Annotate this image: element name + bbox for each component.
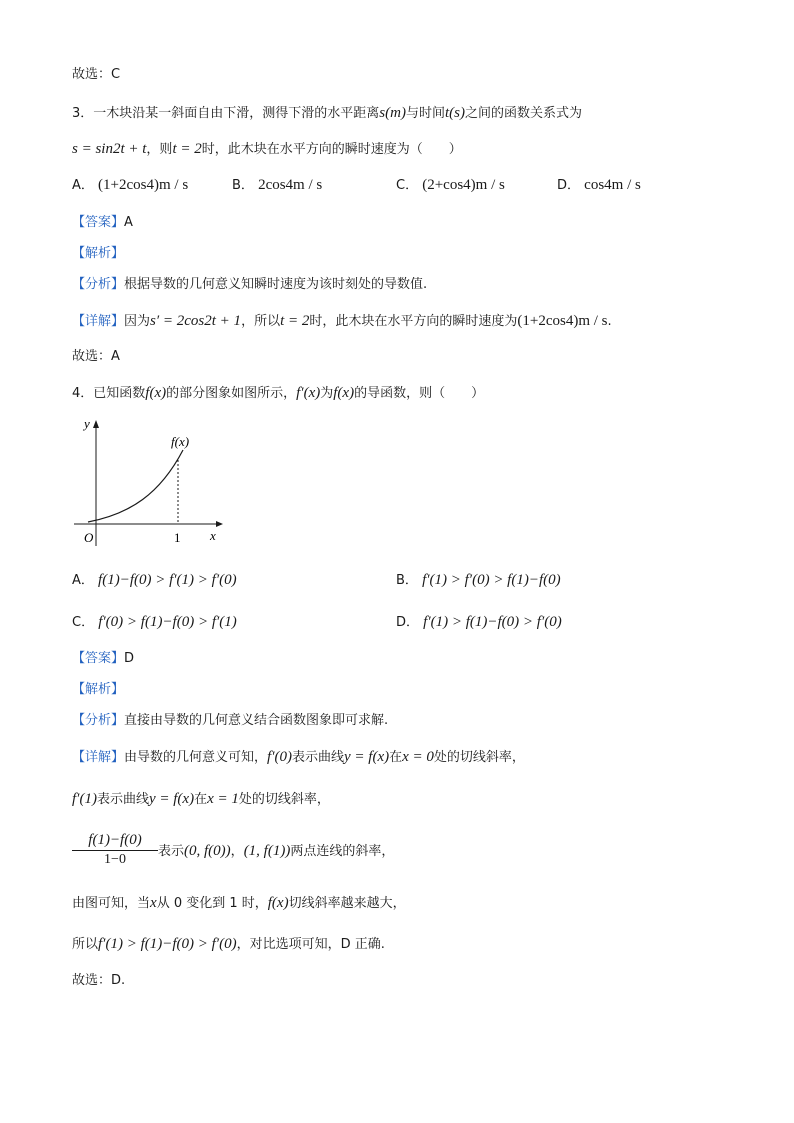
q3-xiangjie-tag: 【详解】 — [72, 314, 125, 329]
x-axis-label: x — [210, 528, 216, 543]
q4-xiangjie-line1: 【详解】由导数的几何意义可知，f′(0)表示曲线y = f(x)在x = 0处的切线斜率， — [72, 749, 525, 765]
q3-option-d: D． cos4m / s — [557, 177, 641, 193]
q4-option-c: C． f′(0) > f(1)−f(0) > f′(1) — [72, 614, 237, 630]
q3-stem-end: 之间的函数关系式为 — [464, 106, 582, 121]
q4-option-d: D． f′(1) > f(1)−f(0) > f′(0) — [396, 614, 562, 630]
q4-xiangjie-tag: 【详解】 — [72, 750, 125, 765]
q3-answer-line — [72, 214, 133, 232]
y-axis-arrow — [93, 420, 99, 428]
q4-fprime-x: f′(x) — [296, 385, 321, 401]
q4-xiangjie-line5: 所以f′(1) > f(1)−f(0) > f′(0)，对比选项可知，D 正确. — [72, 936, 385, 952]
x-axis-arrow — [216, 521, 223, 527]
q3-velocity-result: (1+2cos4)m / s — [517, 313, 608, 329]
q3-xiangjie-line: 【详解】因为s′ = 2cos2t + 1，所以t = 2时，此木块在水平方向的瞬时速度为(1+2cos4)m / s. — [72, 313, 612, 329]
q3-stem-question: 时，此木块在水平方向的瞬时速度为（ ） — [201, 142, 462, 157]
q3-answer: A — [124, 215, 133, 230]
q3-fenxi-line — [72, 276, 427, 294]
q4-xiangjie-line3: 表示(0, f(0))，(1, f(1))两点连线的斜率， — [158, 843, 395, 859]
q3-t-equals: t = 2 — [172, 141, 202, 157]
q3-answer-tag: 【答案】 — [72, 215, 125, 230]
fraction-numerator: f(1)−f(0) — [72, 832, 158, 851]
q3-stem-then: ，则 — [146, 142, 173, 157]
q3-option-b: B． 2cos4m / s — [232, 177, 323, 193]
q3-final-answer: 故选：A — [72, 349, 120, 364]
q3-stem-line1 — [72, 104, 582, 123]
q3-stem-text: 3．一木块沿某一斜面自由下滑，测得下滑的水平距离 — [72, 106, 380, 121]
curve-label: f(x) — [171, 434, 190, 449]
q4-fx: f(x) — [145, 385, 167, 401]
q3-formula: s = sin2t + t — [72, 141, 147, 157]
q4-answer-tag: 【答案】 — [72, 651, 125, 666]
q3-stem-mid: 与时间 — [405, 106, 445, 121]
q4-fenxi-text: 直接由导数的几何意义结合函数图象即可求解. — [124, 713, 389, 728]
q4-final-answer: 故选：D. — [72, 973, 126, 988]
origin-label: O — [84, 530, 94, 545]
q3-option-a: A． (1+2cos4)m / s — [72, 177, 189, 193]
q4-xiangjie-line2: f′(1)表示曲线y = f(x)在x = 1处的切线斜率， — [72, 791, 330, 807]
q4-function-graph — [70, 414, 230, 550]
q3-option-c: C． (2+cos4)m / s — [396, 177, 505, 193]
q4-conclusion-inequality: f′(1) > f(1)−f(0) > f′(0) — [98, 936, 237, 952]
q4-answer-line — [72, 650, 134, 668]
q4-option-a: A． f(1)−f(0) > f′(1) > f′(0) — [72, 572, 237, 588]
q4-analysis-heading: 【解析】 — [72, 682, 125, 697]
q3-fenxi-text: 根据导数的几何意义知瞬时速度为该时刻处的导数值. — [124, 277, 428, 292]
q4-xiangjie-line4: 由图可知，当x从 0 变化到 1 时，f(x)切线斜率越来越大， — [72, 895, 406, 911]
q4-slope-fraction — [72, 832, 158, 868]
prev-answer-line: 故选：C — [72, 67, 121, 82]
q4-fenxi-tag: 【分析】 — [72, 713, 125, 728]
y-axis-label: y — [84, 416, 90, 431]
q4-option-b: B． f′(1) > f′(0) > f(1)−f(0) — [396, 572, 561, 588]
tick-label-1: 1 — [174, 530, 181, 545]
q3-time-symbol: t(s) — [444, 105, 465, 121]
fraction-denominator: 1−0 — [104, 852, 126, 867]
q3-derivative-formula: s′ = 2cos2t + 1 — [150, 313, 242, 329]
q3-fenxi-tag: 【分析】 — [72, 277, 125, 292]
function-curve — [88, 450, 183, 522]
q3-distance-symbol: s(m) — [379, 105, 406, 121]
q4-answer: D — [124, 651, 135, 666]
q4-stem: 4．已知函数f(x)的部分图象如图所示，f′(x)为f(x)的导函数，则（ ） — [72, 385, 485, 401]
q4-fenxi-line — [72, 712, 388, 730]
q3-analysis-heading: 【解析】 — [72, 246, 125, 261]
q3-stem-line2 — [72, 140, 462, 159]
